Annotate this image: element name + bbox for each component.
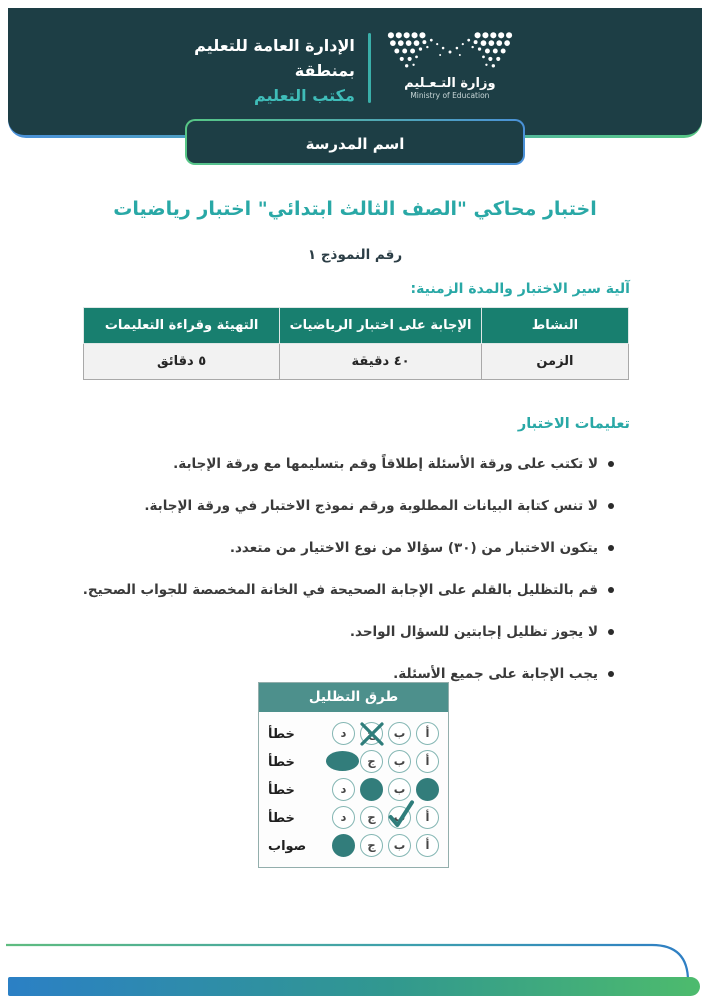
footer-gradient-bar (8, 977, 700, 996)
answer-bubble: د (332, 722, 355, 745)
answer-bubble: د (332, 806, 355, 829)
answer-bubble: ب (388, 834, 411, 857)
ministry-name-arabic: وزارة التـعـليم (404, 76, 496, 91)
shading-row-label: خطأ (268, 726, 295, 742)
instruction-item (74, 453, 614, 475)
schedule-heading: آلية سير الاختبار والمدة الزمنية: (410, 281, 630, 297)
school-name-box (187, 121, 523, 163)
model-number: رقم النموذج ١ (307, 247, 403, 263)
instruction-item (74, 495, 614, 517)
answer-bubble: د (332, 778, 355, 801)
answer-bubble-filled (360, 778, 383, 801)
schedule-cell-5min: ٥ دقائق (84, 344, 280, 380)
bullet-icon (608, 503, 614, 509)
brand-separator (368, 33, 371, 103)
bullet-icon (608, 545, 614, 551)
answer-bubble: ج (360, 806, 383, 829)
instruction-item (74, 579, 614, 601)
bullet-icon (608, 671, 614, 677)
oval-fill-mark (326, 751, 359, 771)
schedule-header-answering: الإجابة على اختبار الرياضيات (280, 308, 482, 344)
instruction-item (74, 537, 614, 559)
schedule-header-preparation: التهيئة وقراءة التعليمات (84, 308, 280, 344)
schedule-header-activity: النشاط (481, 308, 628, 344)
answer-bubble: أ (416, 722, 439, 745)
schedule-cell-40min: ٤٠ دقيقة (280, 344, 482, 380)
bullet-icon (608, 629, 614, 635)
bubble-group (332, 806, 439, 829)
ministry-name-english: Ministry of Education (410, 91, 490, 100)
school-name-box-border (185, 119, 525, 165)
schedule-data-row (84, 344, 629, 380)
bubble-group (332, 722, 439, 745)
answer-bubble-filled (416, 778, 439, 801)
answer-bubble: ج (360, 750, 383, 773)
instruction-text: يجب الإجابة على جميع الأسئلة. (393, 666, 598, 682)
instruction-text: يتكون الاختبار من (٣٠) سؤالا من نوع الاختيار من متعدد. (229, 540, 598, 556)
instruction-item (74, 621, 614, 643)
org-line-2: بمنطقة (294, 61, 355, 80)
schedule-table (83, 307, 629, 380)
bubble-group (332, 834, 439, 857)
ministry-logo-dots-icon (386, 30, 514, 74)
shading-methods-title: طرق التظليل (259, 683, 448, 712)
answer-bubble-x-marked: ج (360, 722, 383, 745)
answer-bubble: أ (416, 750, 439, 773)
shading-example-row (268, 831, 439, 859)
schedule-header-row (84, 308, 629, 344)
shading-methods-box (258, 682, 449, 868)
shading-row-label: خطأ (268, 810, 295, 826)
instruction-text: لا تنس كتابة البيانات المطلوبة ورقم نموذج الاختبار في ورقة الإجابة. (144, 498, 598, 514)
answer-bubble: ب (388, 778, 411, 801)
org-line-1: الإدارة العامة للتعليم (194, 36, 355, 55)
answer-bubble-check-marked: ب (388, 806, 411, 829)
shading-row-label: صواب (268, 838, 307, 854)
shading-row-label: خطأ (268, 754, 295, 770)
answer-bubble: أ (416, 806, 439, 829)
shading-row-label: خطأ (268, 782, 295, 798)
answer-bubble: ب (388, 750, 411, 773)
x-mark-icon (357, 719, 387, 749)
header (8, 8, 702, 135)
instruction-text: قم بالتظليل بالقلم على الإجابة الصحيحة في الخانة المخصصة للجواب الصحيح. (82, 582, 598, 598)
bullet-icon (608, 461, 614, 467)
answer-bubble-filled (332, 834, 355, 857)
exam-title: اختبار محاكي "الصف الثالث ابتدائي" اختبار رياضيات (113, 198, 597, 220)
shading-example-row (268, 719, 439, 747)
brand-lockup (8, 8, 702, 108)
shading-example-row (268, 803, 439, 831)
answer-bubble: أ (416, 834, 439, 857)
shading-methods-body (259, 712, 448, 867)
org-text (194, 30, 355, 108)
bullet-icon (608, 587, 614, 593)
org-line-3: مكتب التعليم (253, 86, 355, 105)
instruction-text: لا تكتب على ورقة الأسئلة إطلاقاً وقم بتسليمها مع ورقة الإجابة. (173, 456, 598, 472)
schedule-cell-time: الزمن (481, 344, 628, 380)
shading-example-row (268, 747, 439, 775)
check-mark-icon (384, 797, 416, 829)
instruction-text: لا يجوز تظليل إجابتين للسؤال الواحد. (349, 624, 598, 640)
instructions-list (74, 453, 614, 705)
school-name-label: اسم المدرسة (305, 135, 405, 153)
ministry-logo (384, 30, 516, 101)
answer-bubble: ب (388, 722, 411, 745)
answer-bubble: ج (360, 834, 383, 857)
bubble-group (330, 750, 439, 773)
instructions-heading: تعليمات الاختبار (517, 416, 630, 432)
